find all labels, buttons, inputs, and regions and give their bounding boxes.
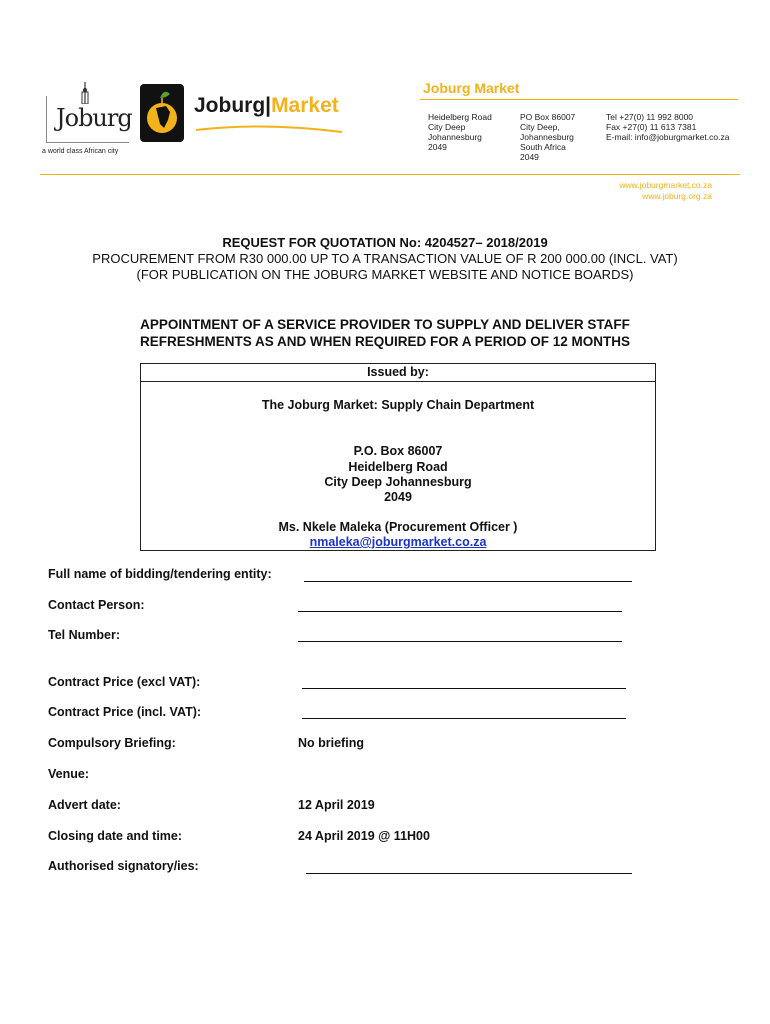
africa-globe-icon — [140, 84, 192, 142]
po-box: P.O. Box 86007 — [353, 444, 443, 458]
header-divider — [40, 174, 740, 175]
joburg-market-logo — [140, 84, 350, 144]
advert-date-label: Advert date: — [48, 798, 121, 812]
appointment-heading: APPOINTMENT OF A SERVICE PROVIDER TO SUPPLY AND DELIVER STAFF REFRESHMENTS AS AND WHEN REQUIRED FOR A PERIOD OF 12 MONTHS — [139, 317, 631, 349]
road: Heidelberg Road — [348, 460, 448, 474]
web-link-city[interactable]: www.joburg.org.za — [642, 191, 712, 201]
price-excl-label: Contract Price (excl VAT): — [48, 675, 201, 689]
venue-label: Venue: — [48, 767, 89, 781]
officer-email-link[interactable]: nmaleka@joburgmarket.co.za — [309, 535, 487, 549]
advert-date-value: 12 April 2019 — [298, 798, 375, 812]
city-of-joburg-logo — [40, 82, 138, 158]
city: City Deep Johannesburg — [324, 475, 472, 489]
header-rule — [420, 99, 738, 100]
web-link-market[interactable]: www.joburgmarket.co.za — [619, 180, 712, 190]
address-column-street: Heidelberg Road City Deep Johannesburg 2049 — [428, 112, 492, 152]
address-column-contact: Tel +27(0) 11 992 8000 Fax +27(0) 11 613 7381 E-mail: info@joburgmarket.co.za — [606, 112, 730, 142]
city-tagline: a world class African city — [42, 148, 119, 155]
price-incl-label: Contract Price (incl. VAT): — [48, 705, 202, 719]
address-column-postal: PO Box 86007 City Deep, Johannesburg South Africa 2049 — [520, 112, 576, 162]
signatory-label: Authorised signatory/ies: — [48, 859, 199, 873]
postal-code: 2049 — [384, 490, 412, 504]
full-name-field[interactable] — [304, 581, 632, 582]
header-title: Joburg Market — [423, 80, 520, 96]
tel-number-label: Tel Number: — [48, 628, 120, 642]
rfq-publication-note: (FOR PUBLICATION ON THE JOBURG MARKET WEBSITE AND NOTICE BOARDS) — [136, 267, 634, 282]
price-excl-field[interactable] — [302, 688, 626, 689]
closing-date-value: 24 April 2019 @ 11H00 — [298, 829, 430, 843]
rfq-value-range: PROCUREMENT FROM R30 000.00 UP TO A TRANSACTION VALUE OF R 200 000.00 (INCL. VAT) — [92, 251, 678, 266]
issued-by-box — [140, 363, 656, 551]
issuing-department: The Joburg Market: Supply Chain Department — [261, 398, 535, 412]
issued-by-heading: Issued by: — [141, 364, 655, 382]
web-links — [600, 180, 712, 202]
closing-date-label: Closing date and time: — [48, 829, 183, 843]
signatory-field[interactable] — [306, 873, 632, 874]
rfq-title: REQUEST FOR QUOTATION No: 4204527– 2018/2019 — [222, 235, 548, 250]
logo-swoosh-icon — [194, 120, 344, 134]
price-incl-field[interactable] — [302, 718, 626, 719]
market-logo-wordmark: Joburg|Market — [194, 94, 339, 117]
full-name-label: Full name of bidding/tendering entity: — [48, 567, 272, 581]
tel-number-field[interactable] — [298, 641, 622, 642]
procurement-officer: Ms. Nkele Maleka (Procurement Officer ) — [278, 520, 518, 534]
contact-person-field[interactable] — [298, 611, 622, 612]
contact-person-label: Contact Person: — [48, 598, 145, 612]
city-logo-wordmark: Joburg — [56, 104, 132, 132]
briefing-value: No briefing — [298, 736, 364, 750]
briefing-label: Compulsory Briefing: — [48, 736, 176, 750]
